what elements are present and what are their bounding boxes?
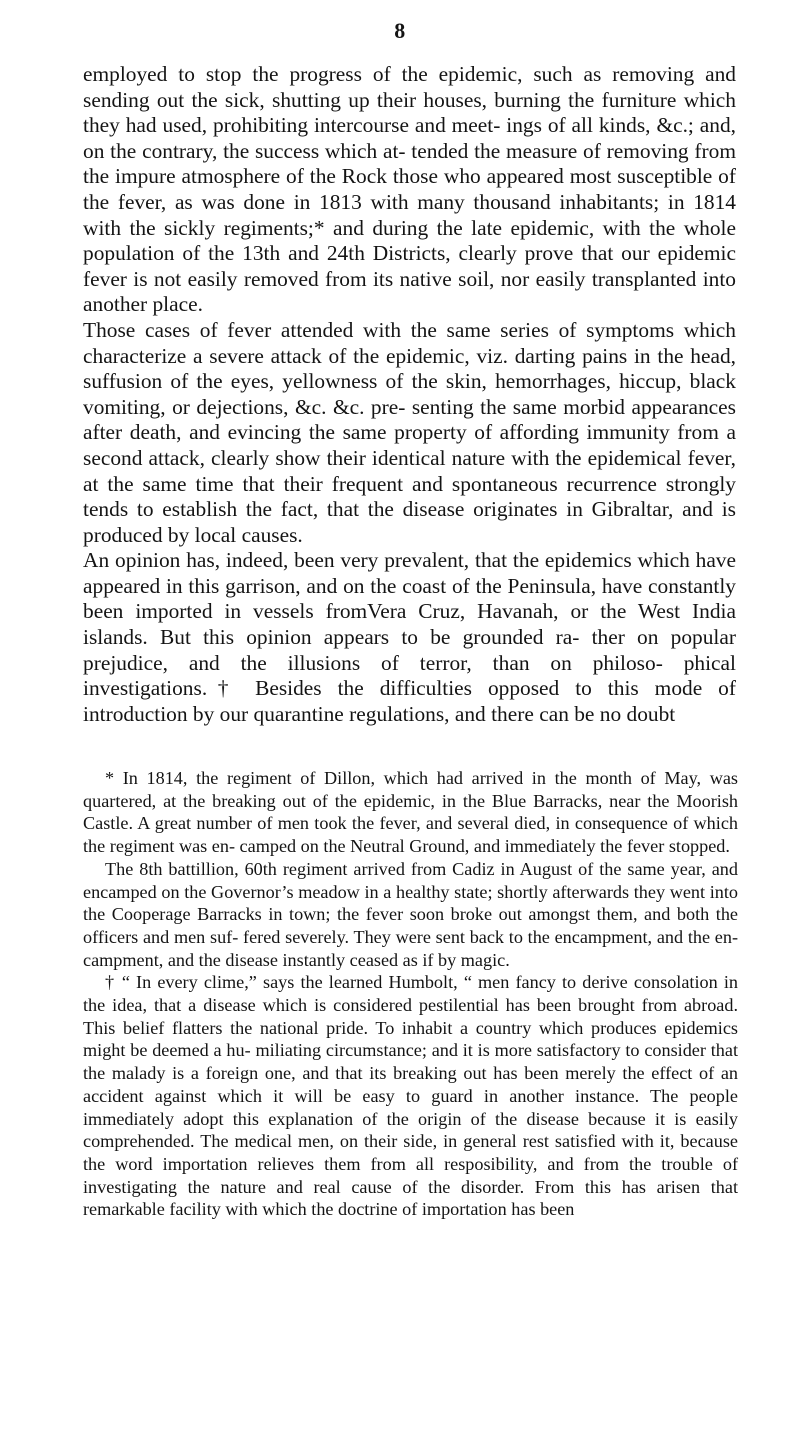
footnote-humbolt-quote: † “ In every clime,” says the learned Humbolt, “ men fancy to derive consolation in the idea, that a disease which is considered pestilential has been brought from abroad. This belief flatters the national pride. To inhabit a country which produces epidemics might be deemed a hu- miliating circumstance; and it is more satisfactory to consider that the malady is a foreign one, and that its breaking out has been merely the effect of an accident against which it will be easy to guard in another instance. The people immediately adopt this explanation of the origin of the disease because it is easily comprehended. The medical men, on their side, in general rest satisfied with it, because the word importation relieves them from all resposibility, and from the trouble of investigating the nature and real cause of the disorder. From this has arisen that remarkable facility with which the doctrine of importation has been — [83, 972, 738, 1220]
paragraph-3: An opinion has, indeed, been very prevalent, that the epidemics which have appeared in this garrison, and on the coast of the Peninsula, have constantly been imported in vessels fromVera Cruz, Havanah, or the West India islands. But this opinion appears to be grounded ra- ther on popular prejudice, and the illusions of terror, than on philoso- phical investigations.† Besides the difficulties opposed to this mode of introduction by our quarantine regulations, and there can be no doubt — [83, 548, 736, 726]
footnote-eighth-battalion: The 8th battillion, 60th regiment arrived from Cadiz in August of the same year, and encamped on the Governor’s meadow in a healthy state; shortly afterwards they went into the Cooperage Barracks in town; the fever soon broke out amongst them, and both the officers and men suf- fered severely. They were sent back to the encampment, and the en- campment, and the disease instantly ceased as if by magic. — [83, 858, 738, 970]
paragraph-2: Those cases of fever attended with the same series of symptoms which characterize a severe attack of the epidemic, viz. darting pains in the head, suffusion of the eyes, yellowness of the skin, hemorrhages, hiccup, black vomiting, or dejections, &c. &c. pre- senting the same morbid appearances after death, and evincing the same property of affording immunity from a second attack, clearly show their identical nature with the epidemical fever, at the same time that their frequent and spontaneous recurrence strongly tends to establish the fact, that the disease originates in Gibraltar, and is produced by local causes. — [83, 317, 736, 547]
footnotes — [83, 767, 738, 1221]
main-text — [83, 62, 736, 727]
footnote-dillon-regiment: * In 1814, the regiment of Dillon, which had arrived in the month of May, was quartered, at the breaking out of the epidemic, in the Blue Barracks, near the Moorish Castle. A great number of men took the fever, and several died, in consequence of which the regiment was en- camped on the Neutral Ground, and immediately the fever stopped. — [83, 768, 738, 857]
paragraph-1: employed to stop the progress of the epidemic, such as removing and sending out the sick, shutting up their houses, burning the furniture which they had used, prohibiting intercourse and meet- ings of all kinds, &c.; and, on the contrary, the success which at- tended the measure of removing from the impure atmosphere of the Rock those who appeared most susceptible of the fever, as was done in 1813 with many thousand inhabitants; in 1814 with the sickly regiments;* and during the late epidemic, with the whole population of the 13th and 24th Districts, clearly prove that our epidemic fever is not easily removed from its native soil, nor easily transplanted into another place. — [83, 62, 736, 317]
page-number: 8 — [394, 18, 406, 43]
